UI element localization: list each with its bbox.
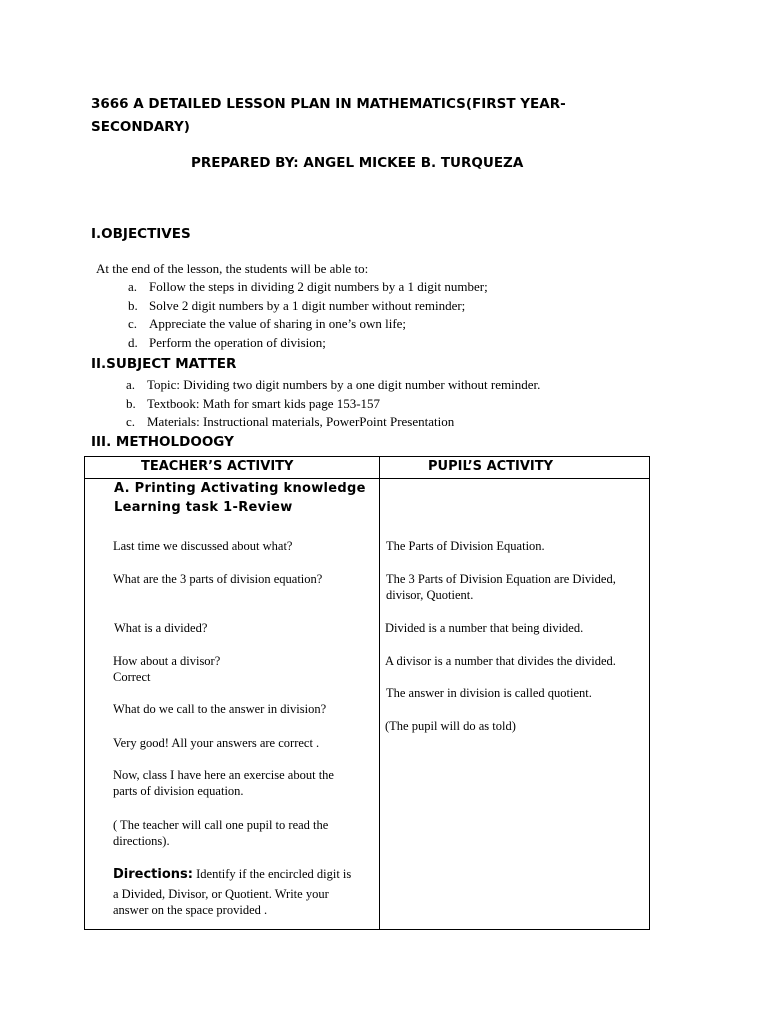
objectives-heading: I.OBJECTIVES [91,226,191,242]
teacher-line: How about a divisor? [113,654,221,668]
pupil-line: A divisor is a number that divides the divided. [385,654,616,668]
header-divider [85,478,649,479]
objectives-intro: At the end of the lesson, the students will be able to: [96,261,369,276]
teacher-line: What is a divided? [114,621,208,635]
pupil-line: Divided is a number that being divided. [385,621,584,635]
pupil-line: divisor, Quotient. [386,588,474,602]
subject-matter-heading: II.SUBJECT MATTER [91,356,237,372]
column-divider [379,457,380,929]
teacher-line: Very good! All your answers are correct . [113,736,320,750]
pupil-line: (The pupil will do as told) [385,719,516,733]
directions-text: Identify if the encircled digit is [192,867,352,881]
prepared-by: PREPARED BY: ANGEL MICKEE B. TURQUEZA [191,155,524,171]
teacher-line: directions). [113,834,170,848]
directions-line: answer on the space provided . [113,903,268,917]
directions-label: Directions: [113,867,193,882]
teacher-line: What are the 3 parts of division equation? [113,572,323,586]
teacher-line: What do we call to the answer in division? [113,702,327,716]
learning-task-heading: Learning task 1-Review [114,500,293,515]
pupil-line: The answer in division is called quotient. [386,686,592,700]
pupil-line: The 3 Parts of Division Equation are Divided, [386,572,616,586]
teacher-line: Last time we discussed about what? [113,539,293,553]
teacher-line: Now, class I have here an exercise about the [113,768,334,782]
document-title-line1: 3666 A DETAILED LESSON PLAN IN MATHEMATICS(FIRST YEAR- [91,96,566,112]
teacher-activity-header: TEACHER’S ACTIVITY [141,459,294,474]
pupil-activity-header: PUPIL’S ACTIVITY [428,459,554,474]
teacher-line: Correct [113,670,151,684]
directions-line [113,866,351,883]
document-title-line2: SECONDARY) [91,119,190,135]
directions-line: a Divided, Divisor, or Quotient. Write your [113,887,329,901]
part-a-heading: A. Printing Activating knowledge [114,481,366,496]
methodology-table [84,456,650,930]
methodology-heading: III. METHOLDOOGY [91,434,234,450]
pupil-line: The Parts of Division Equation. [386,539,545,553]
teacher-line: parts of division equation. [113,784,244,798]
teacher-line: ( The teacher will call one pupil to read the [113,818,329,832]
